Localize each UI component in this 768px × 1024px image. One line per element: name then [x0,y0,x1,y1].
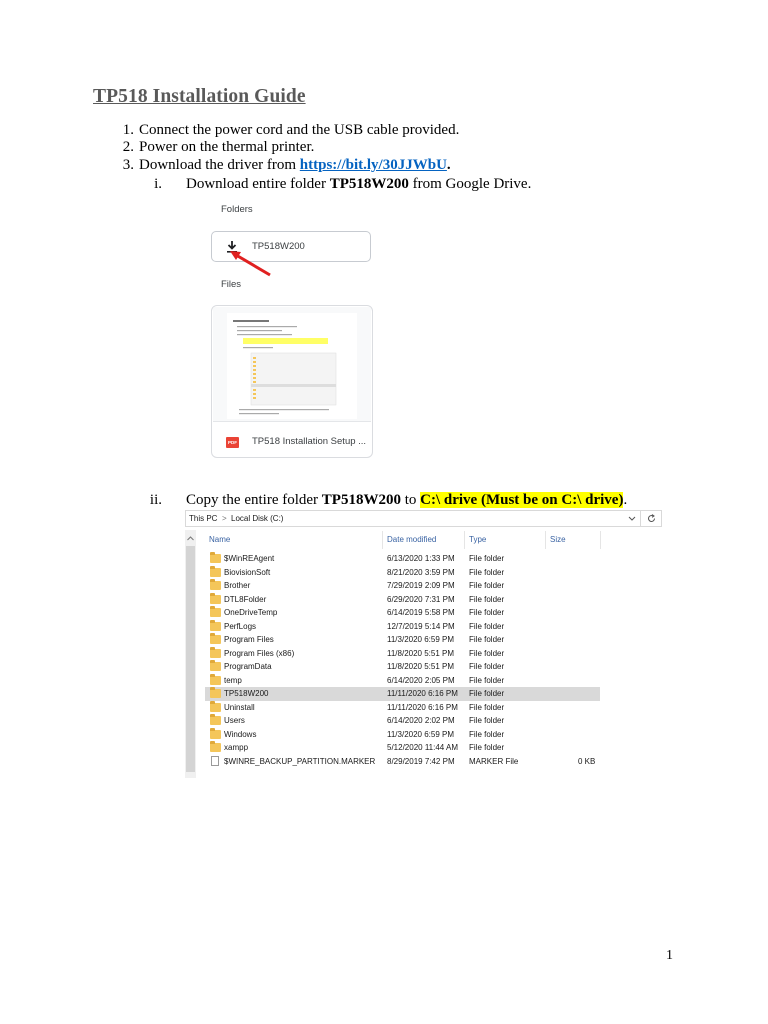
file-name-cell: xampp [224,743,249,752]
table-row[interactable] [205,674,600,688]
table-row-selected[interactable] [205,687,600,701]
column-divider [600,531,601,549]
drive-file-card[interactable] [211,305,373,458]
substep-ii [130,492,660,509]
date-modified-cell: 6/14/2019 5:58 PM [387,608,455,617]
substep-text: Download entire folder TP518W200 from Google Drive. [186,176,532,192]
table-row[interactable] [205,701,600,715]
step-text: Power on the thermal printer. [139,139,315,155]
folder-icon [210,608,221,617]
date-modified-cell: 11/3/2020 6:59 PM [387,635,455,644]
column-header-size[interactable]: Size [550,535,566,544]
type-cell: File folder [469,581,505,590]
type-cell: MARKER File [469,756,519,766]
type-cell: File folder [469,702,505,712]
scrollbar-thumb[interactable] [186,546,195,772]
folder-icon [210,662,221,671]
step-3 [110,157,510,174]
column-header-type[interactable]: Type [469,535,487,544]
table-row[interactable] [205,660,600,674]
step-text: Connect the power cord and the USB cable provided. [139,122,460,138]
table-row[interactable] [205,728,600,742]
highlighted-instruction: C:\ drive (Must be on C:\ drive) [420,492,624,508]
type-cell: File folder [469,594,505,604]
date-modified-cell: 11/8/2020 5:51 PM [387,648,455,658]
date-modified-cell: 6/14/2020 2:02 PM [387,716,455,725]
file-name-cell: $WinREAgent [224,554,275,563]
refresh-icon [647,514,656,523]
step-number: 1. [122,122,134,138]
file-name-cell: Users [224,716,245,725]
drive-folder-name: TP518W200 [252,241,305,252]
type-cell: File folder [469,621,505,631]
folder-icon [210,581,221,590]
files-label: Files [221,279,242,290]
file-name-cell: ProgramData [224,662,272,671]
file-name-cell: Brother [224,581,251,590]
folder-icon [210,649,221,658]
type-cell: File folder [469,567,505,577]
date-modified-cell: 11/8/2020 5:51 PM [387,662,455,671]
chevron-down-icon[interactable] [628,516,636,522]
step-number: 2. [122,139,134,155]
table-row[interactable] [205,593,600,607]
date-modified-cell: 6/29/2020 7:31 PM [387,594,455,604]
table-row[interactable] [205,714,600,728]
type-cell: File folder [469,689,505,698]
drive-file-name: TP518 Installation Setup ... [252,436,367,447]
table-row[interactable] [205,755,600,769]
scroll-up-icon[interactable] [186,535,195,541]
file-name-cell: Program Files (x86) [224,648,295,658]
file-name-cell: temp [224,675,242,685]
file-name-cell: Program Files [224,635,274,644]
type-cell: File folder [469,662,505,671]
table-row[interactable] [205,552,600,566]
table-row[interactable] [205,633,600,647]
folder-icon [210,703,221,712]
table-row[interactable] [205,741,600,755]
file-name-cell: $WINRE_BACKUP_PARTITION.MARKER [224,756,376,766]
date-modified-cell: 8/29/2019 7:42 PM [387,756,455,766]
date-modified-cell: 11/3/2020 6:59 PM [387,729,455,739]
table-row[interactable] [205,606,600,620]
file-name-cell: BiovisionSoft [224,567,271,577]
substep-i [130,176,580,193]
date-modified-cell: 11/11/2020 6:16 PM [387,702,458,712]
folder-icon [210,622,221,631]
size-cell: 0 KB [578,756,596,766]
column-divider [545,531,546,549]
type-cell: File folder [469,716,505,725]
folder-icon [210,716,221,725]
file-name-cell: Windows [224,729,257,739]
breadcrumb-this-pc[interactable]: This PC [189,514,218,523]
column-divider [382,531,383,549]
file-name-cell: Uninstall [224,702,255,712]
document-title: TP518 Installation Guide [93,86,306,107]
date-modified-cell: 8/21/2020 3:59 PM [387,567,455,577]
file-name-cell: PerfLogs [224,621,257,631]
pdf-icon: PDF [226,437,239,448]
type-cell: File folder [469,743,505,752]
type-cell: File folder [469,635,505,644]
file-name-cell: OneDriveTemp [224,608,278,617]
column-divider [464,531,465,549]
file-icon [211,756,219,766]
step-2 [110,139,510,156]
folder-icon [210,635,221,644]
date-modified-cell: 6/13/2020 1:33 PM [387,554,455,563]
step-text: Download the driver from https://bit.ly/30JJWbU. [139,157,451,173]
date-modified-cell: 11/11/2020 6:16 PM [387,689,458,698]
table-row[interactable] [205,579,600,593]
column-header-name[interactable]: Name [209,535,231,544]
folder-icon [210,730,221,739]
folder-icon [210,554,221,563]
substep-number: i. [154,176,162,192]
column-header-date-modified[interactable]: Date modified [387,535,437,544]
folder-icon [210,689,221,698]
folder-icon [210,568,221,577]
table-row[interactable] [205,647,600,661]
date-modified-cell: 7/29/2019 2:09 PM [387,581,455,590]
page-number: 1 [666,948,673,963]
substep-text: Copy the entire folder TP518W200 to C:\ drive (Must be on C:\ drive). [186,492,628,508]
refresh-button[interactable] [640,510,662,527]
table-row[interactable] [205,620,600,634]
folders-label: Folders [221,204,253,215]
file-name-cell: TP518W200 [224,689,269,698]
breadcrumb-local-disk[interactable]: Local Disk (C:) [231,514,284,523]
table-row[interactable] [205,566,600,580]
folder-icon [210,595,221,604]
breadcrumb-separator: > [222,514,227,523]
type-cell: File folder [469,648,505,658]
document-preview-icon [213,307,371,421]
folder-icon [210,676,221,685]
step-1 [110,122,510,139]
date-modified-cell: 12/7/2019 5:14 PM [387,621,455,631]
date-modified-cell: 5/12/2020 11:44 AM [387,743,459,752]
date-modified-cell: 6/14/2020 2:05 PM [387,675,455,685]
step-number: 3. [122,157,134,173]
driver-download-link[interactable]: https://bit.ly/30JJWbU [299,157,447,173]
file-thumbnail [213,307,371,422]
type-cell: File folder [469,554,505,563]
address-bar[interactable] [185,510,640,527]
type-cell: File folder [469,729,505,739]
substep-number: ii. [149,492,162,508]
folder-icon [210,743,221,752]
red-arrow-icon [226,246,274,278]
file-name-cell: DTL8Folder [224,594,267,604]
type-cell: File folder [469,608,505,617]
type-cell: File folder [469,675,505,685]
